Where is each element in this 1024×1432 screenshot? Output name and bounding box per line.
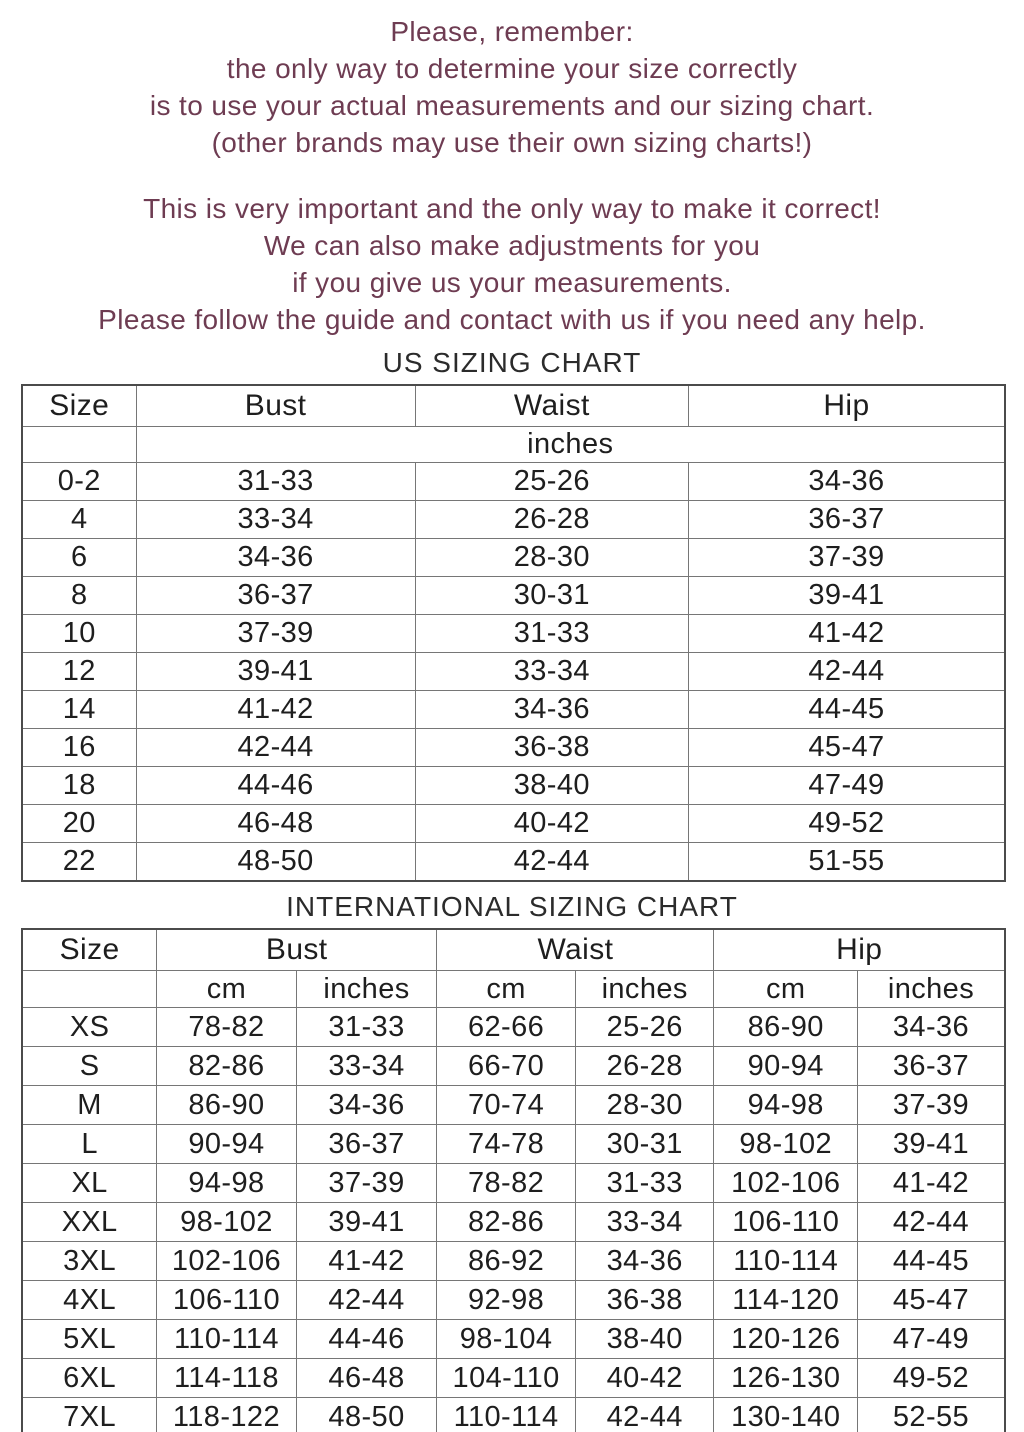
measurement-cell: 31-33 — [136, 463, 415, 501]
measurement-cell: 37-39 — [688, 539, 1005, 577]
measurement-cell: 52-55 — [858, 1398, 1006, 1432]
intro-line: Please, remember: — [390, 16, 634, 47]
table-row — [22, 729, 1005, 767]
table-row — [22, 805, 1005, 843]
column-header-hip: Hip — [714, 929, 1005, 971]
measurement-cell: 36-37 — [296, 1125, 437, 1164]
size-cell: 6 — [22, 539, 136, 577]
measurement-cell: 47-49 — [858, 1320, 1006, 1359]
size-cell: L — [22, 1125, 157, 1164]
measurement-cell: 42-44 — [688, 653, 1005, 691]
measurement-cell: 102-106 — [714, 1164, 858, 1203]
table-row — [22, 1320, 1005, 1359]
measurement-cell: 38-40 — [415, 767, 688, 805]
measurement-cell: 98-102 — [714, 1125, 858, 1164]
size-cell: 6XL — [22, 1359, 157, 1398]
intro-line: if you give us your measurements. — [292, 267, 732, 298]
measurement-cell: 51-55 — [688, 843, 1005, 882]
intro-note — [0, 0, 1024, 338]
measurement-cell: 120-126 — [714, 1320, 858, 1359]
size-cell: 0-2 — [22, 463, 136, 501]
measurement-cell: 33-34 — [296, 1047, 437, 1086]
measurement-cell: 106-110 — [157, 1281, 297, 1320]
measurement-cell: 25-26 — [415, 463, 688, 501]
size-cell: 7XL — [22, 1398, 157, 1432]
intro-line: is to use your actual measurements and our sizing chart. — [149, 90, 875, 121]
measurement-cell: 90-94 — [157, 1125, 297, 1164]
empty-cell — [22, 427, 136, 463]
size-cell: S — [22, 1047, 157, 1086]
measurement-cell: 37-39 — [136, 615, 415, 653]
size-cell: 20 — [22, 805, 136, 843]
size-cell: 3XL — [22, 1242, 157, 1281]
size-cell: 12 — [22, 653, 136, 691]
measurement-cell: 36-37 — [136, 577, 415, 615]
measurement-cell: 39-41 — [688, 577, 1005, 615]
measurement-cell: 31-33 — [296, 1008, 437, 1047]
measurement-cell: 36-37 — [688, 501, 1005, 539]
measurement-cell: 34-36 — [136, 539, 415, 577]
measurement-cell: 26-28 — [575, 1047, 714, 1086]
measurement-cell: 46-48 — [136, 805, 415, 843]
measurement-cell: 44-45 — [858, 1242, 1006, 1281]
measurement-cell: 25-26 — [575, 1008, 714, 1047]
measurement-cell: 45-47 — [858, 1281, 1006, 1320]
table-row — [22, 1398, 1005, 1432]
measurement-cell: 38-40 — [575, 1320, 714, 1359]
measurement-cell: 41-42 — [136, 691, 415, 729]
size-cell: 22 — [22, 843, 136, 882]
measurement-cell: 33-34 — [415, 653, 688, 691]
measurement-cell: 45-47 — [688, 729, 1005, 767]
measurement-cell: 39-41 — [296, 1203, 437, 1242]
measurement-cell: 44-46 — [136, 767, 415, 805]
intro-line: Please follow the guide and contact with us if you need any help. — [98, 304, 926, 335]
size-cell: 5XL — [22, 1320, 157, 1359]
size-cell: XXL — [22, 1203, 157, 1242]
measurement-cell: 78-82 — [437, 1164, 576, 1203]
measurement-cell: 82-86 — [437, 1203, 576, 1242]
paragraph-spacer — [0, 161, 1024, 190]
intro-line: We can also make adjustments for you — [263, 230, 761, 261]
us-chart-title: US SIZING CHART — [382, 347, 642, 378]
measurement-cell: 30-31 — [415, 577, 688, 615]
international-chart-title: INTERNATIONAL SIZING CHART — [286, 891, 738, 922]
measurement-cell: 42-44 — [136, 729, 415, 767]
measurement-cell: 36-37 — [858, 1047, 1006, 1086]
measurement-cell: 126-130 — [714, 1359, 858, 1398]
measurement-cell: 39-41 — [858, 1125, 1006, 1164]
measurement-cell: 31-33 — [575, 1164, 714, 1203]
measurement-cell: 31-33 — [415, 615, 688, 653]
measurement-cell: 98-104 — [437, 1320, 576, 1359]
table-row — [22, 1164, 1005, 1203]
table-row — [22, 577, 1005, 615]
measurement-cell: 41-42 — [296, 1242, 437, 1281]
size-cell: 10 — [22, 615, 136, 653]
measurement-cell: 37-39 — [296, 1164, 437, 1203]
measurement-cell: 42-44 — [858, 1203, 1006, 1242]
measurement-cell: 114-118 — [157, 1359, 297, 1398]
measurement-cell: 110-114 — [714, 1242, 858, 1281]
measurement-cell: 110-114 — [437, 1398, 576, 1432]
measurement-cell: 42-44 — [415, 843, 688, 882]
size-cell: XS — [22, 1008, 157, 1047]
column-header-waist: Waist — [437, 929, 714, 971]
measurement-cell: 30-31 — [575, 1125, 714, 1164]
size-cell: 4XL — [22, 1281, 157, 1320]
unit-label-cm: cm — [157, 971, 297, 1008]
unit-label-inches: inches — [575, 971, 714, 1008]
measurement-cell: 36-38 — [575, 1281, 714, 1320]
table-row — [22, 1125, 1005, 1164]
table-row — [22, 1047, 1005, 1086]
measurement-cell: 41-42 — [688, 615, 1005, 653]
measurement-cell: 40-42 — [415, 805, 688, 843]
measurement-cell: 98-102 — [157, 1203, 297, 1242]
table-row — [22, 1242, 1005, 1281]
column-header-waist: Waist — [415, 385, 688, 427]
measurement-cell: 42-44 — [296, 1281, 437, 1320]
column-header-bust: Bust — [136, 385, 415, 427]
measurement-cell: 34-36 — [296, 1086, 437, 1125]
table-row — [22, 767, 1005, 805]
table-row — [22, 1008, 1005, 1047]
column-header-bust: Bust — [157, 929, 437, 971]
unit-label-cm: cm — [714, 971, 858, 1008]
measurement-cell: 90-94 — [714, 1047, 858, 1086]
table-row — [22, 1359, 1005, 1398]
measurement-cell: 86-92 — [437, 1242, 576, 1281]
measurement-cell: 104-110 — [437, 1359, 576, 1398]
measurement-cell: 28-30 — [415, 539, 688, 577]
intro-line: This is very important and the only way to make it correct! — [143, 193, 881, 224]
measurement-cell: 34-36 — [688, 463, 1005, 501]
unit-label-inches: inches — [858, 971, 1006, 1008]
size-cell: 14 — [22, 691, 136, 729]
us-unit-row — [22, 427, 1005, 463]
size-cell: M — [22, 1086, 157, 1125]
measurement-cell: 66-70 — [437, 1047, 576, 1086]
measurement-cell: 39-41 — [136, 653, 415, 691]
size-cell: 8 — [22, 577, 136, 615]
measurement-cell: 26-28 — [415, 501, 688, 539]
measurement-cell: 34-36 — [858, 1008, 1006, 1047]
measurement-cell: 28-30 — [575, 1086, 714, 1125]
measurement-cell: 102-106 — [157, 1242, 297, 1281]
measurement-cell: 74-78 — [437, 1125, 576, 1164]
us-sizing-table — [21, 384, 1006, 882]
us-header-row — [22, 385, 1005, 427]
measurement-cell: 37-39 — [858, 1086, 1006, 1125]
column-header-size: Size — [22, 385, 136, 427]
table-row — [22, 691, 1005, 729]
table-row — [22, 501, 1005, 539]
intro-line: (other brands may use their own sizing charts!) — [211, 127, 813, 158]
measurement-cell: 86-90 — [157, 1086, 297, 1125]
international-header-row — [22, 929, 1005, 971]
measurement-cell: 40-42 — [575, 1359, 714, 1398]
table-row — [22, 1203, 1005, 1242]
measurement-cell: 34-36 — [415, 691, 688, 729]
intro-line: the only way to determine your size correctly — [226, 53, 798, 84]
unit-label-cm: cm — [437, 971, 576, 1008]
measurement-cell: 49-52 — [858, 1359, 1006, 1398]
international-sizing-table — [21, 928, 1006, 1432]
measurement-cell: 34-36 — [575, 1242, 714, 1281]
size-cell: 18 — [22, 767, 136, 805]
table-row — [22, 539, 1005, 577]
measurement-cell: 70-74 — [437, 1086, 576, 1125]
unit-label-inches: inches — [136, 427, 1005, 463]
measurement-cell: 46-48 — [296, 1359, 437, 1398]
empty-cell — [22, 971, 157, 1008]
measurement-cell: 48-50 — [296, 1398, 437, 1432]
measurement-cell: 49-52 — [688, 805, 1005, 843]
measurement-cell: 110-114 — [157, 1320, 297, 1359]
table-row — [22, 1281, 1005, 1320]
measurement-cell: 33-34 — [136, 501, 415, 539]
column-header-hip: Hip — [688, 385, 1005, 427]
size-cell: 16 — [22, 729, 136, 767]
measurement-cell: 62-66 — [437, 1008, 576, 1047]
international-unit-row — [22, 971, 1005, 1008]
column-header-size: Size — [22, 929, 157, 971]
measurement-cell: 78-82 — [157, 1008, 297, 1047]
table-row — [22, 843, 1005, 882]
measurement-cell: 94-98 — [714, 1086, 858, 1125]
measurement-cell: 92-98 — [437, 1281, 576, 1320]
measurement-cell: 106-110 — [714, 1203, 858, 1242]
unit-label-inches: inches — [296, 971, 437, 1008]
measurement-cell: 33-34 — [575, 1203, 714, 1242]
size-cell: 4 — [22, 501, 136, 539]
measurement-cell: 42-44 — [575, 1398, 714, 1432]
measurement-cell: 41-42 — [858, 1164, 1006, 1203]
table-row — [22, 653, 1005, 691]
table-row — [22, 463, 1005, 501]
measurement-cell: 130-140 — [714, 1398, 858, 1432]
measurement-cell: 48-50 — [136, 843, 415, 882]
measurement-cell: 36-38 — [415, 729, 688, 767]
table-row — [22, 615, 1005, 653]
size-cell: XL — [22, 1164, 157, 1203]
measurement-cell: 118-122 — [157, 1398, 297, 1432]
measurement-cell: 114-120 — [714, 1281, 858, 1320]
measurement-cell: 86-90 — [714, 1008, 858, 1047]
measurement-cell: 94-98 — [157, 1164, 297, 1203]
measurement-cell: 82-86 — [157, 1047, 297, 1086]
measurement-cell: 44-45 — [688, 691, 1005, 729]
table-row — [22, 1086, 1005, 1125]
measurement-cell: 47-49 — [688, 767, 1005, 805]
measurement-cell: 44-46 — [296, 1320, 437, 1359]
